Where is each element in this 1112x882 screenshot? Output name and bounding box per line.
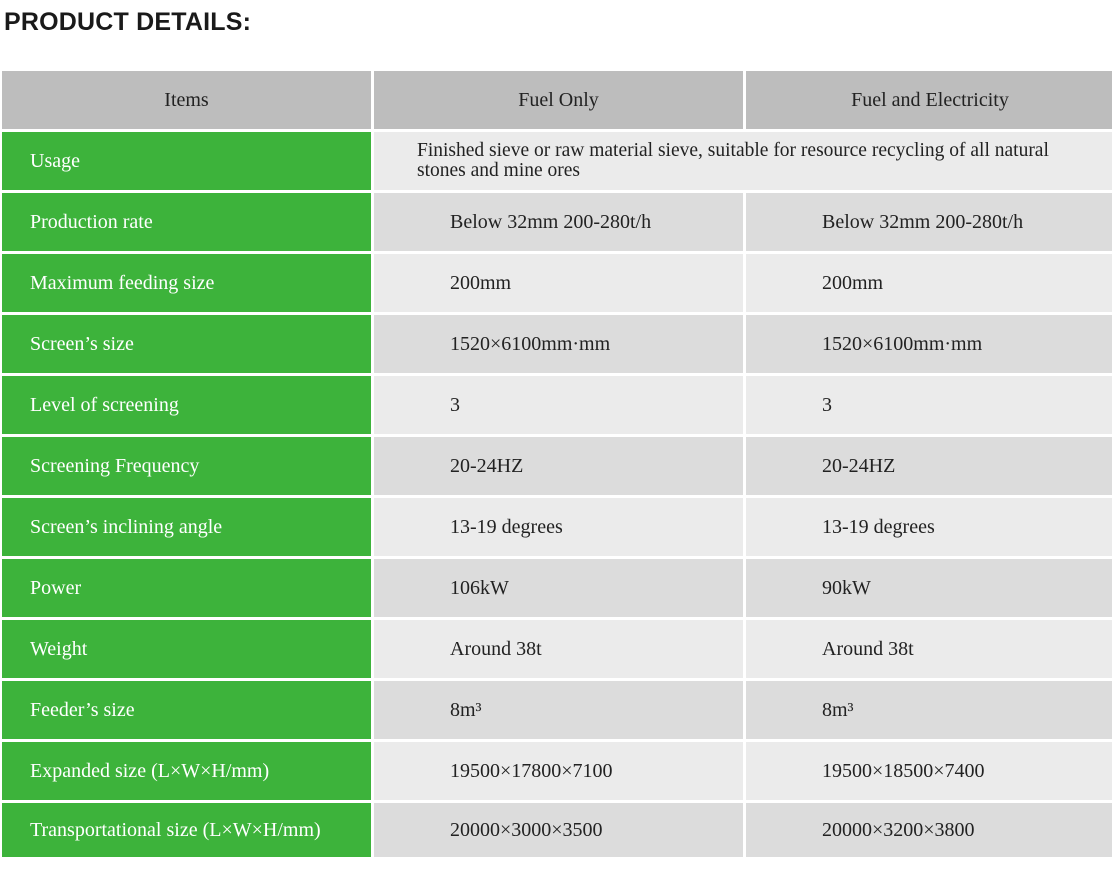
row-label-usage: Usage [2,132,371,190]
fuel-only-value: 19500×17800×7100 [374,742,743,800]
row-label: Expanded size (L×W×H/mm) [2,742,371,800]
table-row [2,742,1112,800]
fuel-only-value: 13-19 degrees [374,498,743,556]
table-row [2,559,1112,617]
fuel-only-value: 20000×3000×3500 [374,803,743,857]
row-label: Power [2,559,371,617]
table-row [2,376,1112,434]
usage-value: Finished sieve or raw material sieve, suitable for resource recycling of all natural stones and mine ores [374,132,1112,190]
fuel-electricity-value: 20000×3200×3800 [746,803,1112,857]
table-row [2,620,1112,678]
fuel-electricity-value: 8m³ [746,681,1112,739]
row-label: Feeder’s size [2,681,371,739]
fuel-electricity-value: 1520×6100mm·mm [746,315,1112,373]
table-row [2,254,1112,312]
fuel-only-value: 1520×6100mm·mm [374,315,743,373]
row-label: Screen’s size [2,315,371,373]
column-header-fuel-only: Fuel Only [374,71,743,129]
fuel-only-value: 8m³ [374,681,743,739]
table-row [2,437,1112,495]
fuel-electricity-value: Below 32mm 200-280t/h [746,193,1112,251]
fuel-only-value: 20-24HZ [374,437,743,495]
row-label: Weight [2,620,371,678]
fuel-only-value: 200mm [374,254,743,312]
table-row [2,315,1112,373]
page-title: PRODUCT DETAILS: [4,8,252,36]
fuel-only-value: 106kW [374,559,743,617]
fuel-electricity-value: 3 [746,376,1112,434]
row-label: Screen’s inclining angle [2,498,371,556]
fuel-electricity-value: 200mm [746,254,1112,312]
fuel-electricity-value: 90kW [746,559,1112,617]
fuel-electricity-value: 20-24HZ [746,437,1112,495]
row-label: Maximum feeding size [2,254,371,312]
table-row [2,193,1112,251]
column-header-items: Items [2,71,371,129]
table-row [2,803,1112,857]
row-label: Screening Frequency [2,437,371,495]
fuel-electricity-value: 13-19 degrees [746,498,1112,556]
column-header-fuel-electricity: Fuel and Electricity [746,71,1112,129]
fuel-electricity-value: Around 38t [746,620,1112,678]
row-label: Level of screening [2,376,371,434]
fuel-only-value: Around 38t [374,620,743,678]
fuel-only-value: 3 [374,376,743,434]
row-label: Production rate [2,193,371,251]
fuel-only-value: Below 32mm 200-280t/h [374,193,743,251]
row-label: Transportational size (L×W×H/mm) [2,803,371,857]
fuel-electricity-value: 19500×18500×7400 [746,742,1112,800]
table-row-usage [2,132,1112,190]
table-header-row [2,71,1112,129]
table-row [2,681,1112,739]
product-spec-table [0,68,1112,860]
table-row [2,498,1112,556]
